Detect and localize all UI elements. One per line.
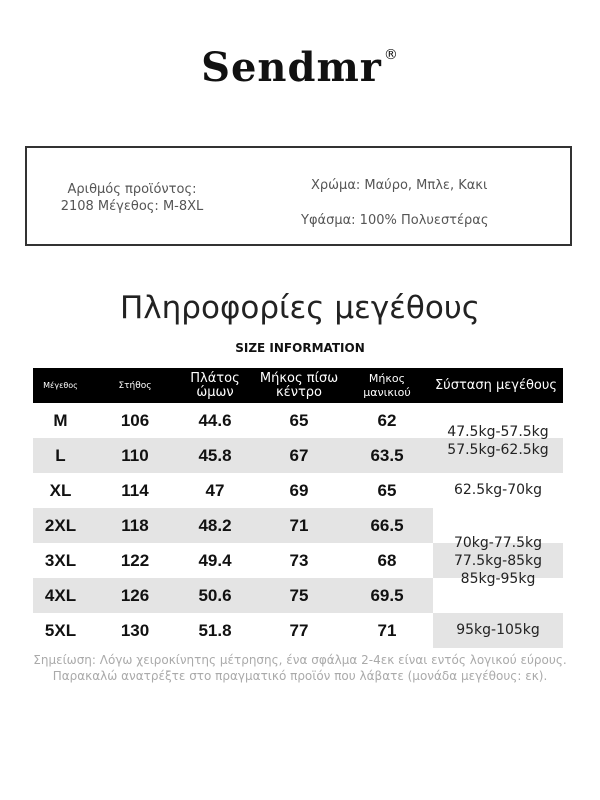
product-number-size: 2108 Μέγεθος: M-8XL xyxy=(60,199,204,214)
header-sleeve: Μήκος μανικιού xyxy=(363,371,411,399)
cell-sleeve: 62 xyxy=(377,410,397,430)
header-recommended: Σύσταση μεγέθους xyxy=(434,377,558,393)
cell-shoulder: 51.8 xyxy=(198,620,232,640)
recommend-group-xl xyxy=(433,481,563,499)
cell-size: 4XL xyxy=(44,585,77,605)
recommend-value: 77.5kg-85kg xyxy=(453,553,543,569)
cell-shoulder: 44.6 xyxy=(198,410,232,430)
cell-sleeve: 69.5 xyxy=(370,585,404,605)
table-row xyxy=(33,473,433,508)
cell-chest: 114 xyxy=(121,480,149,500)
recommend-value: 95kg-105kg xyxy=(456,622,540,638)
header-back-length: Μήκος πίσω κέντρο xyxy=(259,370,339,400)
product-info-box xyxy=(25,146,572,246)
cell-shoulder: 45.8 xyxy=(198,445,232,465)
cell-chest: 122 xyxy=(120,550,150,570)
cell-back-length: 65 xyxy=(289,410,309,430)
cell-back-length: 75 xyxy=(289,585,309,605)
table-row xyxy=(33,613,433,648)
product-fabric: Υφάσμα: 100% Πολυεστέρας xyxy=(301,213,489,228)
cell-sleeve: 63.5 xyxy=(370,445,404,465)
recommend-group-5xl xyxy=(433,621,563,639)
table-row xyxy=(33,578,433,613)
table-body xyxy=(33,403,563,648)
cell-back-length: 69 xyxy=(289,480,309,500)
brand-logo xyxy=(0,44,600,91)
cell-size: 5XL xyxy=(44,620,77,640)
cell-chest: 130 xyxy=(120,620,150,640)
cell-shoulder: 47 xyxy=(205,480,225,500)
cell-chest: 106 xyxy=(120,410,150,430)
cell-chest: 126 xyxy=(120,585,150,605)
brand-name: Sendmr xyxy=(201,44,382,91)
cell-sleeve: 66.5 xyxy=(370,515,404,535)
cell-chest: 110 xyxy=(121,445,149,465)
table-row xyxy=(33,438,433,473)
table-row xyxy=(33,543,433,578)
recommend-value: 70kg-77.5kg xyxy=(453,535,543,551)
cell-size: L xyxy=(55,445,66,465)
registered-mark: ® xyxy=(383,47,399,63)
cell-back-length: 77 xyxy=(289,620,309,640)
note-line-1: Σημείωση: Λόγω χειροκίνητης μέτρησης, ένα σφάλμα 2-4εκ είναι εντός λογικού εύρους. xyxy=(33,653,567,667)
header-size: Μέγεθος xyxy=(43,380,78,390)
note-line-2: Παρακαλώ ανατρέξτε στο πραγματικό προϊόν που λάβατε (μονάδα μεγέθους: εκ). xyxy=(52,669,548,683)
recommend-group-2xl-4xl xyxy=(433,534,563,588)
header-shoulder: Πλάτος ώμων xyxy=(190,370,240,400)
cell-size: M xyxy=(53,410,68,430)
recommend-group-m-l xyxy=(433,423,563,459)
cell-chest: 118 xyxy=(121,515,149,535)
cell-sleeve: 68 xyxy=(377,550,397,570)
size-table xyxy=(33,368,563,648)
product-number-block xyxy=(27,181,237,215)
product-color: Χρώμα: Μαύρο, Μπλε, Κακι xyxy=(311,178,488,193)
table-row xyxy=(33,508,433,543)
page-title: Πληροφορίες μεγέθους xyxy=(120,290,480,326)
cell-back-length: 73 xyxy=(289,550,309,570)
table-header xyxy=(33,368,563,403)
header-chest: Στήθος xyxy=(118,380,152,391)
cell-shoulder: 48.2 xyxy=(198,515,232,535)
cell-sleeve: 65 xyxy=(377,480,397,500)
recommend-value: 85kg-95kg xyxy=(460,571,536,587)
measurement-note xyxy=(0,652,600,684)
cell-size: XL xyxy=(49,480,72,500)
cell-back-length: 67 xyxy=(289,445,309,465)
cell-back-length: 71 xyxy=(289,515,309,535)
table-row xyxy=(33,403,433,438)
cell-sleeve: 71 xyxy=(377,620,397,640)
cell-shoulder: 49.4 xyxy=(198,550,232,570)
cell-size: 3XL xyxy=(44,550,77,570)
recommend-value: 57.5kg-62.5kg xyxy=(447,442,549,458)
product-number-label: Αριθμός προϊόντος: xyxy=(67,182,197,197)
page-subtitle: SIZE INFORMATION xyxy=(235,341,365,355)
cell-size: 2XL xyxy=(44,515,77,535)
cell-shoulder: 50.6 xyxy=(198,585,232,605)
recommend-value: 62.5kg-70kg xyxy=(453,482,543,498)
recommend-value: 47.5kg-57.5kg xyxy=(447,424,549,440)
